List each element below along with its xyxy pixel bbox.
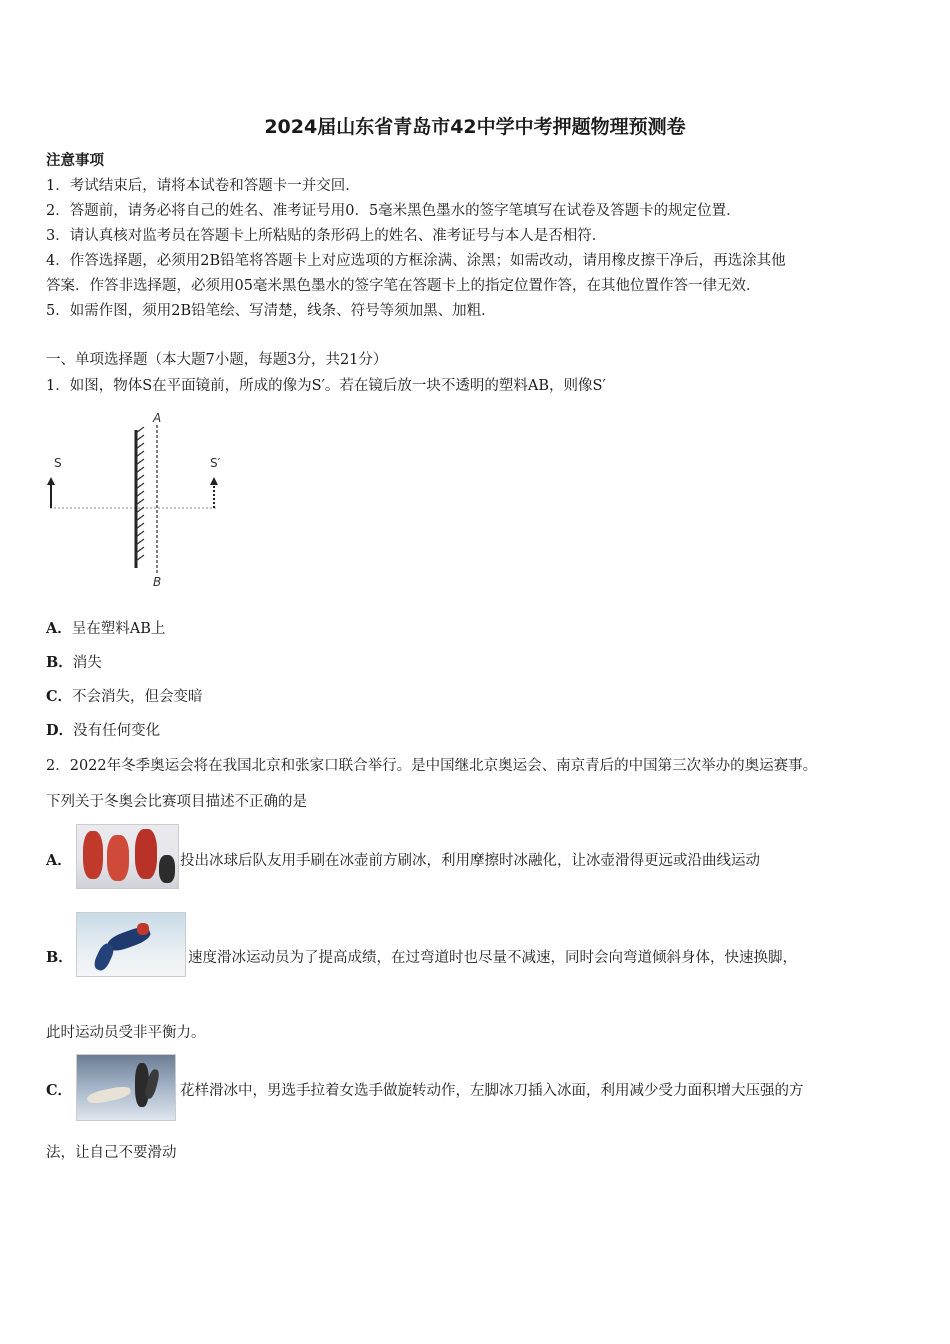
q2-option-b-text-cont: 此时运动员受非平衡力。 (46, 1025, 206, 1041)
notice-item: 5．如需作图，须用2B铅笔绘、写清楚，线条、符号等须加黑、加粗． (46, 303, 496, 319)
q2-option-b-text: 速度滑冰运动员为了提高成绩，在过弯道时也尽量不减速，同时会向弯道倾斜身体，快速换脚， (188, 950, 797, 966)
label-b: B (153, 575, 162, 589)
q1-option-c: C．不会消失，但会变暗 (46, 688, 203, 705)
notice-item: 3．请认真核对监考员在答题卡上所粘贴的条形码上的姓名、准考证号与本人是否相符． (46, 228, 607, 244)
label-a: A (153, 411, 162, 425)
q1-option-a: A．呈在塑料AB上 (46, 620, 166, 637)
notice-item: 1．考试结束后，请将本试卷和答题卡一并交回． (46, 178, 360, 194)
q2-option-c-text: 花样滑冰中，男选手拉着女选手做旋转动作，左脚冰刀插入冰面，利用减少受力面积增大压强的方 (180, 1083, 804, 1099)
q2-stem-line2: 下列关于冬奥会比赛项目描述不正确的是 (46, 794, 307, 810)
q2-option-c-letter: C． (46, 1082, 73, 1099)
notice-item: 答案．作答非选择题，必须用05毫米黑色墨水的签字笔在答题卡上的指定位置作答，在其他位置作答一律无效． (46, 278, 761, 294)
notice-heading: 注意事项 (46, 152, 104, 169)
q2-option-c-text-cont: 法，让自己不要滑动 (46, 1145, 177, 1161)
notice-item: 2．答题前，请务必将自己的姓名、准考证号用0．5毫米黑色墨水的签字笔填写在试卷及答题卡的规定位置． (46, 203, 741, 219)
mirror-diagram (40, 405, 240, 590)
figure-skating-photo (76, 1054, 176, 1121)
q1-option-d: D．没有任何变化 (46, 722, 161, 739)
q2-option-a-text: 投出冰球后队友用手刷在冰壶前方刷冰，利用摩擦时冰融化，让冰壶滑得更远或沿曲线运动 (180, 853, 760, 869)
label-s-prime: S′ (210, 456, 221, 470)
q1-option-b: B．消失 (46, 654, 102, 671)
q1-stem: 1．如图，物体S在平面镜前，所成的像为S′。若在镜后放一块不透明的塑料AB，则像S′ (46, 378, 606, 394)
page-title: 2024届山东省青岛市42中学中考押题物理预测卷 (264, 116, 686, 138)
section-heading: 一、单项选择题（本大题7小题，每题3分，共21分） (46, 352, 388, 368)
q2-option-a-letter: A． (46, 852, 72, 869)
label-s: S (54, 456, 62, 470)
q2-stem-line1: 2．2022年冬季奥运会将在我国北京和张家口联合举行。是中国继北京奥运会、南京青后的中国第三次举办的奥运赛事。 (46, 758, 818, 774)
curling-photo (76, 824, 179, 889)
notice-item: 4．作答选择题，必须用2B铅笔将答题卡上对应选项的方框涂满、涂黑；如需改动，请用橡皮擦干净后，再选涂其他 (46, 253, 786, 269)
speed-skating-photo (76, 912, 186, 977)
q2-option-b-letter: B． (46, 949, 73, 966)
